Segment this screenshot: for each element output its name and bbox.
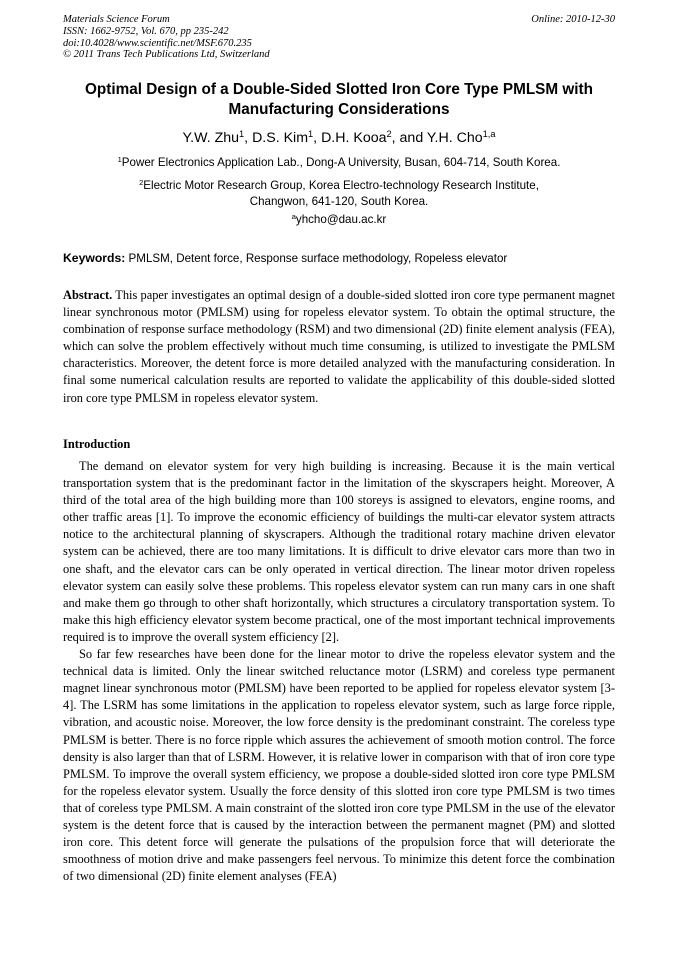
- doi-line: doi:10.4028/www.scientific.net/MSF.670.235: [63, 37, 252, 49]
- affiliation-2: $^2$Electric Motor Research Group, Korea Electro-technology Research Institute, Changwon, 641-120, South Korea.: [139, 177, 539, 208]
- author: Y.H. Cho$^{1,a}$: [426, 128, 496, 146]
- abstract-text: This paper investigates an optimal design of a double-sided slotted iron core type permanent magnet linear synchronous motor (PMLSM) using for ropeless elevator system. To obtain the optimal structure, the combination of response surface methodology (RSM) and two dimensional (2D) finite element analysis (FEA), which can solve the problem effectively without much time consuming, is utilized to investigate the PMLSM characteristics. Moreover, the detent force is more detailed analyzed with the manufacturing consideration. In final some numerical calculation results are reported to validate the applicability of this double-sided slotted iron core type PMLSM in ropeless elevator system.: [63, 288, 615, 405]
- author: D.H. Kooa$^2$: [321, 128, 392, 146]
- copyright-line: © 2011 Trans Tech Publications Ltd, Switzerland: [63, 49, 270, 61]
- online-date: Online: 2010-12-30: [531, 14, 615, 25]
- keywords: [63, 250, 615, 267]
- introduction-body: [63, 458, 615, 885]
- issn-line: ISSN: 1662-9752, Vol. 670, pp 235-242: [63, 25, 229, 37]
- author-separator: ,: [244, 130, 253, 146]
- author-email: $^a$yhcho@dau.ac.kr: [291, 211, 387, 226]
- author-separator: ,: [313, 130, 322, 146]
- paragraph: So far few researches have been done for the linear motor to drive the ropeless elevator system and the technical data is limited. Only the linear switched reluctance motor (LSRM) and coreless type permanent magnet linear synchronous motor (PMLSM) have been reported to be applied for ropeless elevator system [3-4]. The LSRM has some limitations in the application to ropeless elevator system, such as large force ripple, vibration, and acoustic noise. Moreover, the low force density is the predominant constraint. The coreless type PMLSM is better. There is no force ripple which assures the achievement of smooth motion control. The force density is also larger than that of LSRM. However, it is relative lower in comparison with that of iron core type PMLSM. To improve the overall system efficiency, we propose a double-sided slotted iron core type PMLSM for the ropeless elevator system. Usually the force density of this slotted iron core type PMLSM is two times that of coreless type PMLSM. A main constraint of the slotted iron core type PMLSM in the use of the elevator system is the detent force that is caused by the interaction between the permanent magnet (PM) and slotted iron core. This detent force will generate the pulsations of the propulsion force that will deteriorate the smoothness of motion drive and make passengers feel nervous. To minimize this detent force the combination of two dimensional (2D) finite element analyses (FEA): [63, 647, 615, 884]
- author: Y.W. Zhu$^1$: [182, 128, 245, 146]
- author: D.S. Kim$^1$: [252, 128, 314, 146]
- author-separator: , and: [391, 130, 427, 146]
- journal-name: Materials Science Forum: [63, 14, 170, 25]
- abstract-label: Abstract.: [63, 288, 113, 302]
- keywords-label: Keywords:: [63, 251, 126, 265]
- abstract: [63, 287, 615, 407]
- affiliation-1: $^1$Power Electronics Application Lab., Dong-A University, Busan, 604-714, South Korea.: [117, 154, 561, 169]
- keywords-text: PMLSM, Detent force, Response surface methodology, Ropeless elevator: [128, 252, 508, 265]
- paper-title: Optimal Design of a Double-Sided Slotted Iron Core Type PMLSM with Manufacturing Considerations: [85, 81, 593, 118]
- author-list: [63, 128, 615, 148]
- section-heading-introduction: Introduction: [63, 437, 131, 451]
- paragraph: The demand on elevator system for very high building is increasing. Because it is the main vertical transportation system that is the predominant factor in the limitation of the skyscrapers height. Moreover, A third of the total area of the high building more than 100 storeys is assigned to elevators, engine rooms, and other traffic areas [1]. To improve the economic efficiency of buildings the multi-car elevator system attracts notice to the architectural planning of skyscrapers. Although the traditional rotary machine driven elevator system can be achieved, there are too many limitations. It is difficult to drive elevator cars more than two in one shaft, and the elevator cars can be only operated in vertical direction. The linear motor driven ropeless elevator system can easily solve these problems. This ropeless elevator system can run many cars in one shaft and make them go through to other shaft horizontally, which structures a circulatory transportation system. To make this high efficiency elevator system become practical, one of the most important technical improvements required is to improve the overall system efficiency [2].: [63, 459, 615, 644]
- running-header: [63, 14, 270, 61]
